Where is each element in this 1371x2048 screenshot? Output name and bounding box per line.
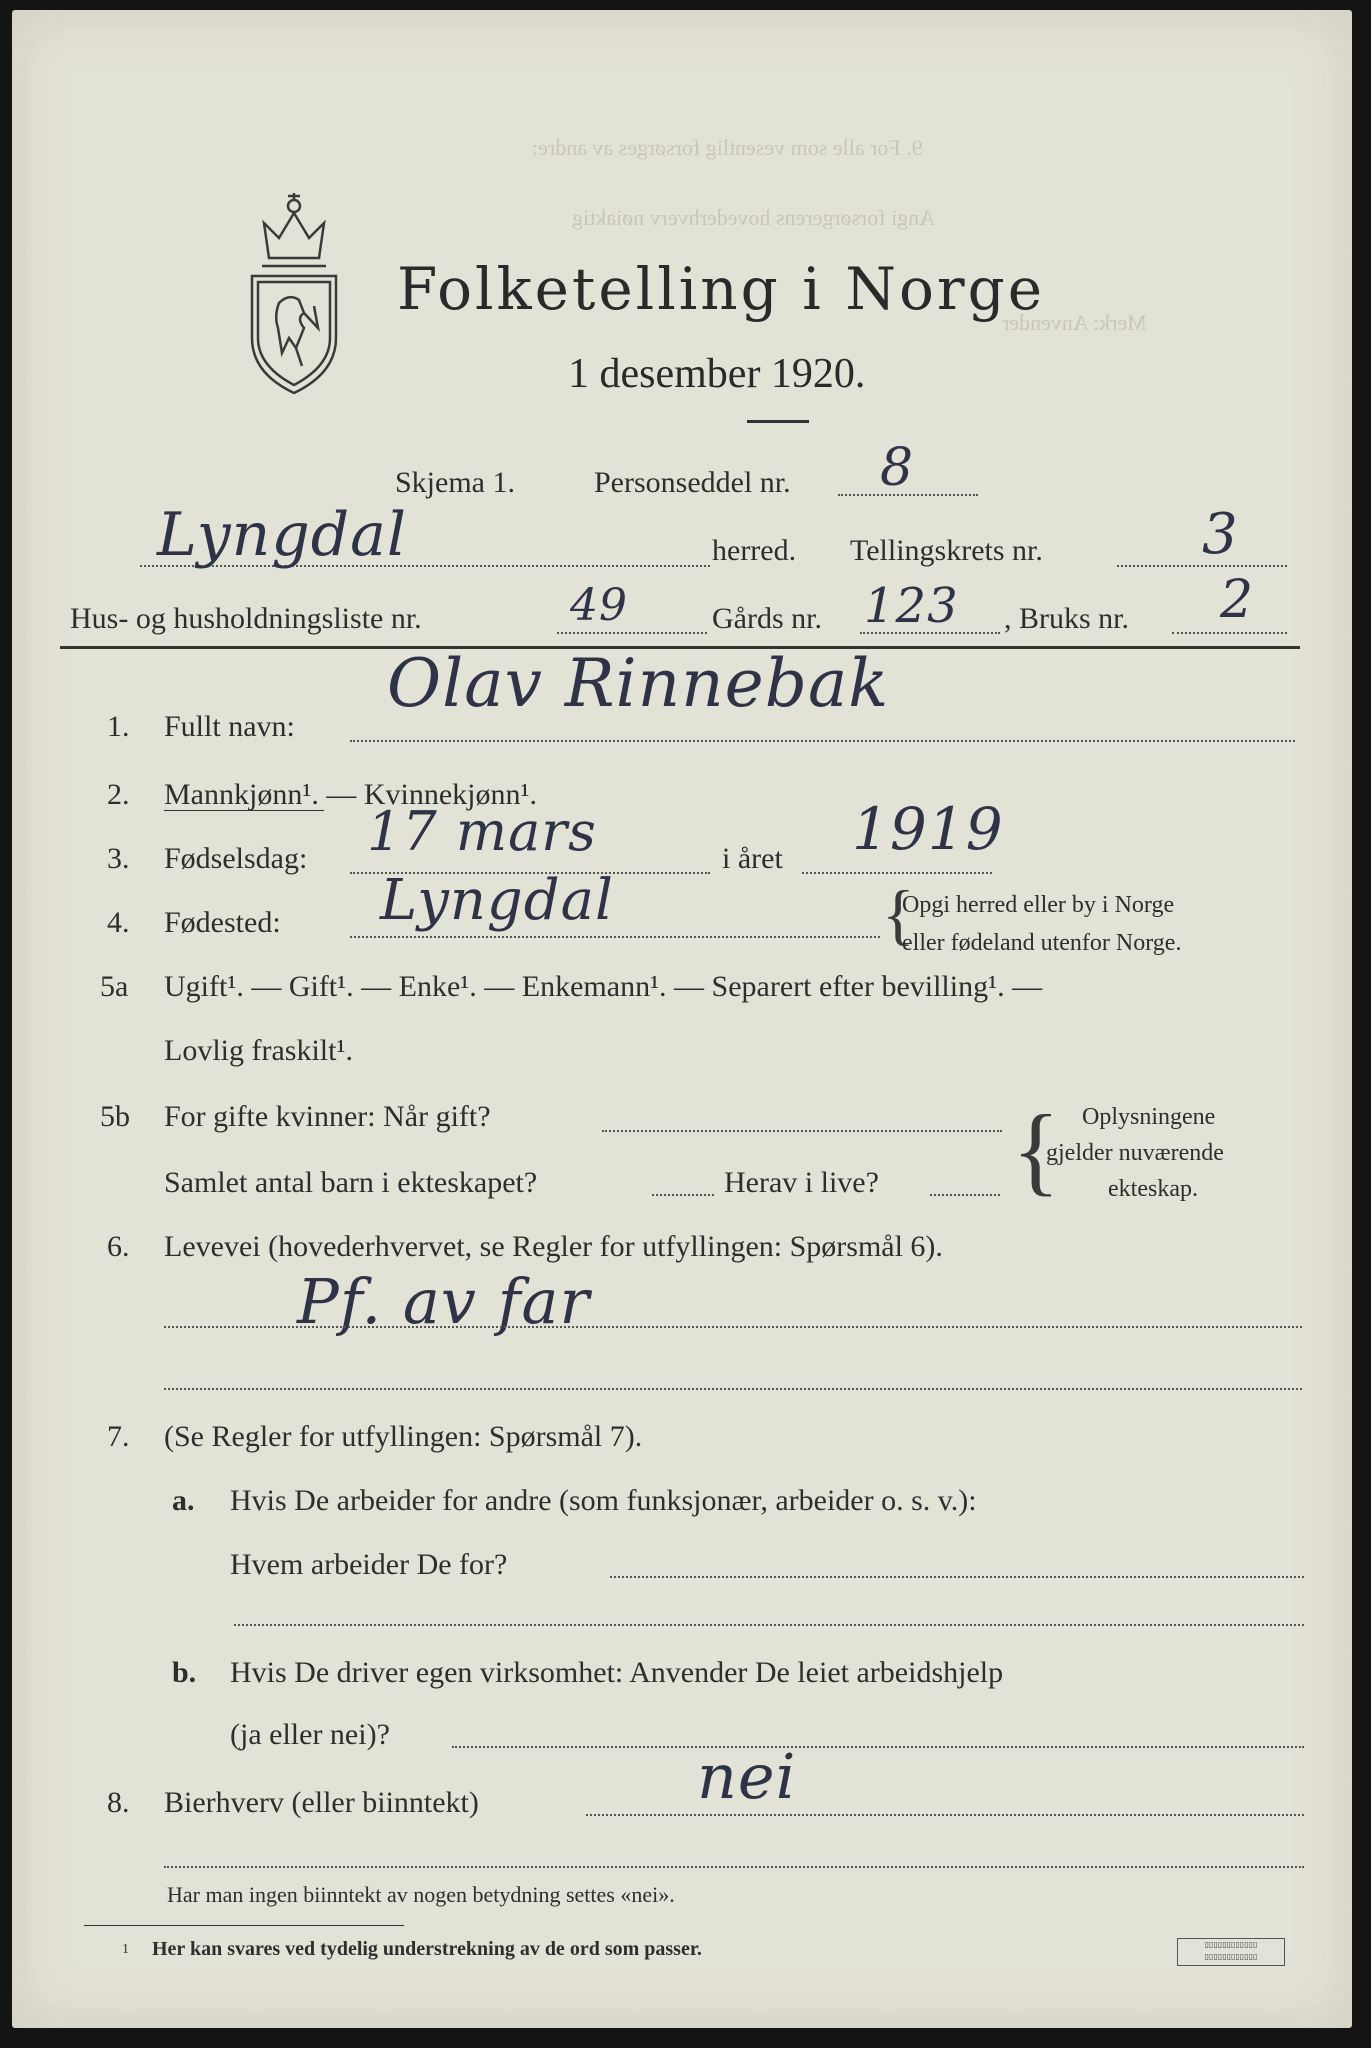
bruks-label: , Bruks nr.	[1004, 602, 1130, 635]
q3-year-label: i året	[722, 842, 783, 875]
q4-label: Fødested:	[164, 906, 281, 939]
gards-number[interactable]: 123	[864, 578, 959, 634]
q5b-note-line-3: ekteskap.	[1108, 1176, 1198, 1202]
schema-label: Skjema 1.	[395, 466, 515, 499]
footnote-mark: 1	[122, 1942, 129, 1957]
q4-note-line-2: eller fødeland utenfor Norge.	[902, 930, 1182, 956]
q5b-note-line-1: Oplysningene	[1082, 1104, 1216, 1130]
q3-birth-year[interactable]: 1919	[852, 795, 1004, 863]
q1-label: Fullt navn:	[164, 710, 295, 743]
q7a-employer-field	[610, 1576, 1304, 1578]
husliste-label: Hus- og husholdningsliste nr.	[70, 602, 422, 635]
tellingskrets-number[interactable]: 3	[1202, 502, 1239, 567]
q1-field-line	[350, 740, 1295, 742]
q1-full-name[interactable]: Olav Rinnebak	[387, 645, 890, 722]
q8-field-line	[586, 1814, 1304, 1816]
q3-year-field-line	[802, 872, 992, 874]
form-title: Folketelling i Norge	[397, 255, 1046, 323]
q5b-children-label: Samlet antal barn i ekteskapet?	[164, 1166, 538, 1199]
q3-birth-date[interactable]: 17 mars	[367, 800, 597, 863]
printer-stamp: ▯▯▯▯▯▯▯▯▯▯▯▯ ▯▯▯▯▯▯▯▯▯▯▯▯	[1177, 1938, 1285, 1966]
no-income-note: Har man ingen biinntekt av nogen betydning settes «nei».	[167, 1882, 675, 1907]
q4-note-line-1: Opgi herred eller by i Norge	[902, 892, 1175, 918]
q2-sex-options: Mannkjønn¹. — Kvinnekjønn¹.	[164, 778, 537, 811]
q4-birthplace[interactable]: Lyngdal	[380, 868, 614, 933]
q6-occupation[interactable]: Pf. av far	[297, 1265, 591, 1338]
q6-label: Levevei (hovederhvervet, se Regler for utfyllingen: Spørsmål 6).	[164, 1230, 943, 1263]
bruks-number[interactable]: 2	[1220, 570, 1255, 630]
bleed-through-text: Merk: Anvender	[1002, 310, 1147, 335]
gards-label: Gårds nr.	[712, 602, 822, 635]
q5b-alive-field	[930, 1194, 1000, 1196]
q2-number: 2.	[107, 778, 130, 811]
tellingskrets-label: Tellingskrets nr.	[850, 534, 1043, 567]
q6-field-line-1	[164, 1326, 1302, 1328]
q2-mannkjonn-underline	[164, 810, 324, 811]
norwegian-coat-of-arms-icon	[234, 188, 354, 398]
census-date: 1 desember 1920.	[568, 351, 866, 397]
footnote-divider	[84, 1925, 404, 1926]
q1-number: 1.	[107, 710, 130, 743]
q7b-letter: b.	[172, 1656, 197, 1689]
husliste-field-line	[557, 632, 707, 634]
q6-field-line-2	[164, 1388, 1302, 1390]
q5b-when-married-label: For gifte kvinner: Når gift?	[164, 1100, 491, 1133]
q4-number: 4.	[107, 906, 130, 939]
q5b-children-field	[652, 1194, 714, 1196]
q8-number: 8.	[107, 1786, 130, 1819]
bleed-through-text: 9. For alle som vesentlig forsørges av andre:	[532, 135, 923, 160]
q3-number: 3.	[107, 842, 130, 875]
herred-value[interactable]: Lyngdal	[157, 500, 408, 570]
q7a-question: Hvis De arbeider for andre (som funksjonær, arbeider o. s. v.):	[230, 1484, 977, 1517]
q5b-alive-label: Herav i live?	[724, 1166, 879, 1199]
q5a-marital-options: Ugift¹. — Gift¹. — Enke¹. — Enkemann¹. — Separert efter bevilling¹. —	[164, 970, 1043, 1003]
husliste-number[interactable]: 49	[570, 580, 628, 631]
q7b-answer-field	[452, 1746, 1304, 1748]
q7a-employer-field-2	[234, 1624, 1304, 1626]
personseddel-label: Personseddel nr.	[594, 466, 791, 499]
q8-label: Bierhverv (eller biinntekt)	[164, 1786, 479, 1819]
q8-field-line-2	[164, 1866, 1304, 1868]
q5b-note-brace: {	[1012, 1094, 1060, 1205]
census-form-page	[12, 10, 1352, 2028]
footnote-text: Her kan svares ved tydelig understrekning av de ord som passer.	[152, 1938, 702, 1960]
q7a-employer-label: Hvem arbeider De for?	[230, 1548, 508, 1581]
q7b-question: Hvis De driver egen virksomhet: Anvender De leiet arbeidshjelp	[230, 1656, 1004, 1689]
title-divider	[747, 420, 809, 423]
q7-label: (Se Regler for utfyllingen: Spørsmål 7).	[164, 1420, 643, 1453]
q7-number: 7.	[107, 1420, 130, 1453]
q5b-note-line-2: gjelder nuværende	[1046, 1140, 1224, 1166]
q5b-number: 5b	[100, 1100, 130, 1133]
herred-label: herred.	[712, 534, 797, 567]
q5a-number: 5a	[100, 970, 129, 1003]
q7b-answer-label: (ja eller nei)?	[230, 1718, 390, 1751]
q6-number: 6.	[107, 1230, 130, 1263]
q5a-marital-options-cont: Lovlig fraskilt¹.	[164, 1034, 353, 1067]
bruks-field-line	[1172, 632, 1287, 634]
q5b-when-married-field	[602, 1130, 1002, 1132]
q4-note-brace: {	[882, 876, 915, 952]
q7a-letter: a.	[172, 1484, 195, 1517]
q8-side-income[interactable]: nei	[697, 1740, 797, 1813]
q4-field-line	[350, 936, 880, 938]
q3-label: Fødselsdag:	[164, 842, 308, 875]
bleed-through-text: Angi forsørgerens hovederhverv nøiaktig	[572, 205, 936, 230]
personseddel-number[interactable]: 8	[880, 438, 915, 498]
